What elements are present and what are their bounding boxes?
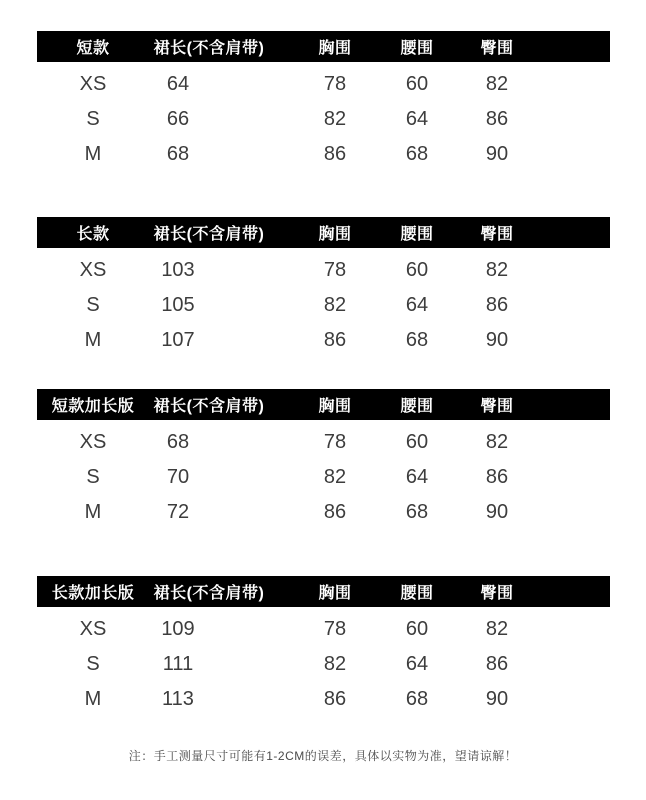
measurement-value-cell: 66 <box>166 108 190 130</box>
measurement-value-cell: 82 <box>323 653 347 675</box>
measurement-value-cell: 78 <box>323 73 347 95</box>
column-header-cell: 胸围 <box>318 226 352 243</box>
measurement-value-cell: 90 <box>485 143 509 165</box>
size-label-cell: S <box>86 294 100 316</box>
size-table-header <box>37 217 610 248</box>
measurement-value-cell: 90 <box>485 501 509 523</box>
table-row <box>37 67 610 102</box>
measurement-value-cell: 64 <box>405 294 429 316</box>
measurement-value-cell: 109 <box>161 618 195 640</box>
measurement-value-cell: 113 <box>162 688 194 710</box>
table-title-cell: 短款 <box>76 40 110 57</box>
measurement-value-cell: 86 <box>485 653 509 675</box>
size-table <box>37 576 610 717</box>
size-label-cell: M <box>84 688 102 710</box>
measurement-value-cell: 68 <box>405 143 429 165</box>
size-table-rows <box>37 253 610 358</box>
size-table-rows <box>37 425 610 530</box>
column-header-cell: 裙长(不含肩带) <box>153 585 265 602</box>
size-table-header <box>37 576 610 607</box>
measurement-value-cell: 82 <box>323 108 347 130</box>
size-tables-container <box>0 31 646 717</box>
measurement-value-cell: 107 <box>161 329 195 351</box>
measurement-note: 注：手工测量尺寸可能有1-2CM的误差，具体以实物为准，望请谅解！ <box>128 749 518 763</box>
measurement-value-cell: 86 <box>323 688 347 710</box>
measurement-value-cell: 64 <box>166 73 190 95</box>
column-header-cell: 腰围 <box>400 585 434 602</box>
column-header-cell: 裙长(不含肩带) <box>153 226 265 243</box>
table-row <box>37 460 610 495</box>
table-row <box>37 253 610 288</box>
size-table-rows <box>37 67 610 172</box>
measurement-value-cell: 78 <box>323 431 347 453</box>
size-table-header <box>37 389 610 420</box>
column-header-cell: 臀围 <box>480 398 514 415</box>
size-table <box>37 389 610 530</box>
column-header-cell: 裙长(不含肩带) <box>153 398 265 415</box>
table-title-cell: 短款加长版 <box>51 398 135 415</box>
measurement-value-cell: 86 <box>323 329 347 351</box>
table-row <box>37 137 610 172</box>
measurement-value-cell: 82 <box>485 73 509 95</box>
column-header-cell: 裙长(不含肩带) <box>153 40 265 57</box>
size-label-cell: M <box>84 329 102 351</box>
measurement-value-cell: 70 <box>166 466 190 488</box>
table-row <box>37 612 610 647</box>
measurement-value-cell: 111 <box>162 653 194 675</box>
measurement-value-cell: 60 <box>405 73 429 95</box>
size-label-cell: S <box>86 466 100 488</box>
column-header-cell: 腰围 <box>400 398 434 415</box>
size-label-cell: XS <box>79 618 107 640</box>
measurement-value-cell: 82 <box>485 618 509 640</box>
table-title-cell: 长款 <box>76 226 110 243</box>
measurement-value-cell: 82 <box>485 259 509 281</box>
measurement-value-cell: 86 <box>323 501 347 523</box>
column-header-cell: 腰围 <box>400 40 434 57</box>
size-label-cell: M <box>84 143 102 165</box>
measurement-value-cell: 60 <box>405 259 429 281</box>
size-label-cell: XS <box>79 431 107 453</box>
column-header-cell: 腰围 <box>400 226 434 243</box>
size-table-header <box>37 31 610 62</box>
column-header-cell: 臀围 <box>480 226 514 243</box>
measurement-value-cell: 60 <box>405 618 429 640</box>
measurement-value-cell: 82 <box>485 431 509 453</box>
column-header-cell: 臀围 <box>480 585 514 602</box>
measurement-value-cell: 64 <box>405 108 429 130</box>
column-header-cell: 臀围 <box>480 40 514 57</box>
column-header-cell: 胸围 <box>318 40 352 57</box>
size-label-cell: XS <box>79 73 107 95</box>
measurement-value-cell: 68 <box>166 143 190 165</box>
measurement-value-cell: 72 <box>166 501 190 523</box>
measurement-value-cell: 86 <box>485 108 509 130</box>
column-header-cell: 胸围 <box>318 585 352 602</box>
column-header-cell: 胸围 <box>318 398 352 415</box>
table-row <box>37 425 610 460</box>
measurement-value-cell: 78 <box>323 618 347 640</box>
measurement-value-cell: 78 <box>323 259 347 281</box>
size-table <box>37 31 610 172</box>
table-row <box>37 682 610 717</box>
size-label-cell: S <box>86 653 100 675</box>
measurement-value-cell: 64 <box>405 466 429 488</box>
size-label-cell: S <box>86 108 100 130</box>
measurement-value-cell: 86 <box>323 143 347 165</box>
table-row <box>37 495 610 530</box>
measurement-value-cell: 82 <box>323 294 347 316</box>
measurement-value-cell: 60 <box>405 431 429 453</box>
measurement-value-cell: 64 <box>405 653 429 675</box>
table-row <box>37 102 610 137</box>
size-label-cell: XS <box>79 259 107 281</box>
measurement-value-cell: 68 <box>405 329 429 351</box>
table-title-cell: 长款加长版 <box>51 585 135 602</box>
measurement-value-cell: 68 <box>166 431 190 453</box>
size-label-cell: M <box>84 501 102 523</box>
table-row <box>37 647 610 682</box>
size-table-rows <box>37 612 610 717</box>
measurement-value-cell: 86 <box>485 294 509 316</box>
measurement-value-cell: 68 <box>405 501 429 523</box>
measurement-value-cell: 105 <box>161 294 195 316</box>
table-row <box>37 323 610 358</box>
measurement-value-cell: 82 <box>323 466 347 488</box>
measurement-value-cell: 103 <box>161 259 195 281</box>
measurement-value-cell: 90 <box>485 329 509 351</box>
table-row <box>37 288 610 323</box>
size-table <box>37 217 610 358</box>
measurement-value-cell: 90 <box>485 688 509 710</box>
measurement-value-cell: 86 <box>485 466 509 488</box>
measurement-value-cell: 68 <box>405 688 429 710</box>
